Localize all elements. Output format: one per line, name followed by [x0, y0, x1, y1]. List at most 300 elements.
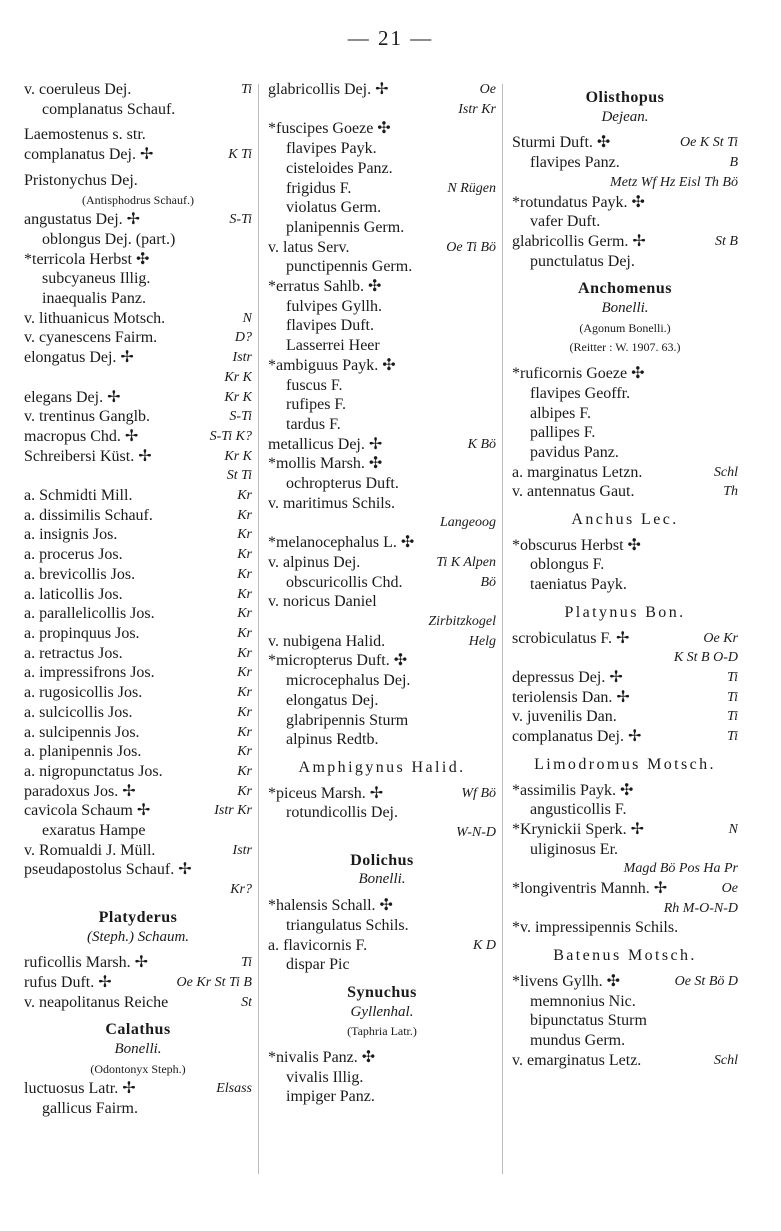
- genus-heading: [24, 908, 252, 928]
- species-entry: [268, 257, 496, 277]
- distribution-code: Kr: [237, 566, 252, 582]
- species-entry: [512, 423, 738, 443]
- species-entry: [24, 1099, 252, 1119]
- species-entry: [512, 648, 738, 668]
- species-entry: [268, 336, 496, 356]
- entry-name: Dejean.: [601, 108, 649, 125]
- species-entry: [268, 474, 496, 494]
- entry-name: v. trentinus Ganglb.: [24, 408, 151, 426]
- entry-name: v. lithuanicus Motsch.: [24, 309, 166, 327]
- entry-name: v. nubigena Halid.: [268, 632, 386, 650]
- entry-name: a. parallelicollis Jos.: [24, 605, 155, 623]
- species-entry: [24, 880, 252, 900]
- distribution-code: Ti: [241, 955, 252, 971]
- distribution-code: Kr: [237, 744, 252, 760]
- species-entry: [268, 612, 496, 632]
- distribution-code: Kr K: [224, 369, 252, 385]
- distribution-code: Kr: [237, 645, 252, 661]
- distribution-code: Kr: [237, 685, 252, 701]
- species-entry: [24, 525, 252, 545]
- entry-name: a. marginatus Letzn.: [512, 463, 643, 481]
- distribution-code: Kr: [237, 704, 252, 720]
- species-entry: [24, 486, 252, 506]
- species-entry: [24, 782, 252, 802]
- entry-name: Dolichus: [350, 851, 414, 869]
- entry-name: flavipes Panz.: [530, 154, 620, 172]
- species-entry: [24, 506, 252, 526]
- entry-name: metallicus Dej. ✢: [268, 435, 383, 453]
- species-entry: [512, 707, 738, 727]
- entry-name: *piceus Marsh. ✢: [268, 784, 384, 802]
- species-entry: [512, 800, 738, 820]
- entry-name: obscuricollis Chd.: [286, 573, 403, 591]
- species-entry: [24, 269, 252, 289]
- species-entry: [512, 153, 738, 173]
- genus-heading: [512, 510, 738, 530]
- genus-heading: [268, 851, 496, 871]
- entry-name: planipennis Germ.: [286, 218, 405, 236]
- distribution-code: St B: [715, 233, 738, 249]
- entry-name: depressus Dej. ✢: [512, 668, 623, 686]
- species-entry: [268, 238, 496, 258]
- entry-name: mundus Germ.: [530, 1031, 626, 1049]
- species-entry: [268, 1068, 496, 1088]
- species-entry: [24, 841, 252, 861]
- distribution-code: N: [242, 310, 252, 326]
- entry-name: complanatus Dej. ✢: [512, 728, 642, 746]
- species-entry: [512, 840, 738, 860]
- species-entry: [512, 232, 738, 252]
- entry-name: v. emarginatus Letz.: [512, 1051, 642, 1069]
- entry-name: (Antisphodrus Schauf.): [82, 192, 194, 207]
- entry-name: a. impressifrons Jos.: [24, 664, 155, 682]
- species-entry: [512, 879, 738, 899]
- distribution-code: Kr: [237, 606, 252, 622]
- species-entry: [268, 316, 496, 336]
- genus-heading: [268, 758, 496, 778]
- entry-name: vivalis Illig.: [286, 1068, 364, 1086]
- entry-name: bipunctatus Sturm: [530, 1012, 647, 1030]
- entry-name: cisteloides Panz.: [286, 159, 393, 177]
- entry-name: Olisthopus: [585, 89, 665, 106]
- distribution-code: Kr: [237, 783, 252, 799]
- species-entry: [268, 297, 496, 317]
- synonym-note: [512, 338, 738, 358]
- species-entry: [268, 80, 496, 100]
- entry-name: subcyaneus Illig.: [42, 270, 151, 288]
- species-entry: [512, 555, 738, 575]
- species-entry: [24, 565, 252, 585]
- species-entry: [24, 250, 252, 270]
- distribution-code: Istr Kr: [214, 803, 252, 819]
- species-entry: [512, 193, 738, 213]
- distribution-code: Elsass: [216, 1081, 252, 1097]
- entry-name: *Krynickii Sperk. ✢: [512, 820, 645, 838]
- species-entry: [24, 145, 252, 165]
- distribution-code: D?: [234, 330, 252, 346]
- entry-name: a. laticollis Jos.: [24, 585, 123, 603]
- species-entry: [268, 711, 496, 731]
- entry-name: albipes F.: [530, 404, 591, 422]
- species-entry: [268, 435, 496, 455]
- distribution-code: B: [729, 155, 738, 171]
- species-entry: [24, 100, 252, 120]
- genus-author: [24, 1040, 252, 1060]
- species-entry: [268, 356, 496, 376]
- species-entry: [268, 803, 496, 823]
- species-entry: [24, 801, 252, 821]
- species-entry: [512, 536, 738, 556]
- species-entry: [24, 328, 252, 348]
- distribution-code: K D: [473, 937, 496, 953]
- species-entry: [24, 703, 252, 723]
- species-entry: [24, 993, 252, 1013]
- genus-heading: [512, 946, 738, 966]
- subgenus-heading: [24, 125, 252, 145]
- entry-name: Platynus Bon.: [564, 603, 686, 621]
- entry-name: *rotundatus Payk. ✣: [512, 193, 645, 211]
- distribution-code: N: [728, 821, 738, 837]
- entry-name: punctipennis Germ.: [286, 258, 413, 276]
- distribution-code: Th: [723, 484, 738, 500]
- distribution-code: Oe Ti Bö: [446, 239, 496, 255]
- entry-name: pseudapostolus Schauf. ✢: [24, 861, 192, 879]
- entry-name: a. planipennis Jos.: [24, 743, 142, 761]
- species-entry: [268, 454, 496, 474]
- species-entry: [24, 309, 252, 329]
- species-entry: [268, 395, 496, 415]
- distribution-code: Ti K Alpen: [436, 554, 496, 570]
- synonym-note: [268, 1022, 496, 1042]
- entry-name: exaratus Hampe: [42, 822, 146, 840]
- distribution-code: Langeoog: [440, 515, 496, 531]
- species-entry: [512, 918, 738, 938]
- entry-name: glabripennis Sturm: [286, 711, 409, 729]
- distribution-code: Oe K St Ti: [680, 135, 738, 151]
- species-entry: [512, 668, 738, 688]
- entry-name: *v. impressipennis Schils.: [512, 919, 679, 937]
- species-entry: [24, 289, 252, 309]
- entry-name: rufipes F.: [286, 396, 347, 414]
- entry-name: ochropterus Duft.: [286, 475, 399, 493]
- entry-name: Synuchus: [347, 983, 417, 1001]
- entry-name: vafer Duft.: [530, 213, 601, 231]
- entry-name: *terricola Herbst ✣: [24, 250, 150, 268]
- genus-author: [268, 1003, 496, 1023]
- distribution-code: Ti: [727, 729, 738, 745]
- entry-name: (Reitter : W. 1907. 63.): [569, 340, 681, 355]
- entry-name: Lasserrei Heer: [286, 337, 380, 355]
- entry-name: a. insignis Jos.: [24, 526, 118, 544]
- distribution-code: Kr: [237, 724, 252, 740]
- entry-name: oblongus Dej. (part.): [42, 230, 176, 248]
- species-entry: [512, 1051, 738, 1071]
- distribution-code: Oe Kr St Ti B: [176, 974, 252, 990]
- entry-name: v. maritimus Schils.: [268, 494, 395, 512]
- species-entry: [24, 624, 252, 644]
- entry-name: uliginosus Er.: [530, 840, 619, 858]
- species-entry: [268, 1048, 496, 1068]
- genus-heading: [512, 279, 738, 299]
- species-entry: [512, 575, 738, 595]
- entry-name: v. antennatus Gaut.: [512, 483, 635, 501]
- page-number: — 21 —: [347, 26, 434, 50]
- entry-name: angustatus Dej. ✢: [24, 211, 141, 229]
- distribution-code: Ti: [241, 82, 252, 97]
- distribution-code: Schl: [713, 1052, 738, 1068]
- distribution-code: S-Ti: [229, 212, 252, 228]
- entry-name: a. nigropunctatus Jos.: [24, 762, 163, 780]
- entry-name: a. brevicollis Jos.: [24, 565, 136, 583]
- distribution-code: K Ti: [228, 147, 252, 163]
- genus-author: [512, 108, 738, 128]
- species-entry: [24, 762, 252, 782]
- entry-name: angusticollis F.: [530, 801, 627, 819]
- species-entry: [24, 368, 252, 388]
- entry-name: tardus F.: [286, 415, 341, 433]
- entry-name: *ambiguus Payk. ✣: [268, 356, 396, 374]
- distribution-code: Zirbitzkogel: [428, 613, 496, 629]
- species-entry: [512, 443, 738, 463]
- distribution-code: Oe: [479, 82, 496, 97]
- species-entry: [24, 1079, 252, 1099]
- entry-name: a. flavicornis F.: [268, 936, 368, 954]
- species-entry: [268, 415, 496, 435]
- distribution-code: W-N-D: [456, 825, 496, 841]
- species-entry: [24, 447, 252, 467]
- species-entry: [268, 730, 496, 750]
- entry-name: flavipes Duft.: [286, 317, 374, 335]
- distribution-code: St Ti: [226, 468, 252, 484]
- distribution-code: Magd Bö Pos Ha Pr: [623, 861, 738, 877]
- distribution-code: Kr: [237, 547, 252, 563]
- species-entry: [268, 218, 496, 238]
- entry-name: taeniatus Payk.: [530, 576, 627, 594]
- entry-name: (Agonum Bonelli.): [579, 320, 671, 335]
- species-entry: [268, 691, 496, 711]
- species-entry: [268, 533, 496, 553]
- entry-name: a. sulcicollis Jos.: [24, 703, 133, 721]
- species-entry: [512, 364, 738, 384]
- entry-name: a. retractus Jos.: [24, 644, 123, 662]
- entry-name: a. propinquus Jos.: [24, 624, 140, 642]
- distribution-code: K Bö: [467, 436, 496, 452]
- entry-name: v. juvenilis Dan.: [512, 708, 617, 726]
- distribution-code: S-Ti K?: [209, 428, 252, 444]
- entry-name: Anchus Lec.: [571, 511, 679, 529]
- entry-name: *livens Gyllh. ✣: [512, 972, 621, 990]
- entry-name: *melanocephalus L. ✣: [268, 534, 415, 552]
- entry-name: flavipes Payk.: [286, 140, 377, 158]
- species-entry: [512, 899, 738, 919]
- distribution-code: Kr: [237, 507, 252, 523]
- species-entry: [512, 1031, 738, 1051]
- distribution-code: Kr: [237, 586, 252, 602]
- entry-name: Platyderus: [98, 908, 178, 926]
- entry-name: Limodromus Motsch.: [534, 755, 716, 773]
- entry-name: a. dissimilis Schauf.: [24, 506, 153, 524]
- entry-name: macropus Chd. ✢: [24, 427, 139, 445]
- species-entry: [512, 173, 738, 193]
- distribution-code: Ti: [727, 669, 738, 685]
- species-entry: [512, 404, 738, 424]
- distribution-code: Rh M-O-N-D: [663, 900, 738, 916]
- entry-name: (Odontonyx Steph.): [90, 1061, 186, 1076]
- entry-name: elegans Dej. ✢: [24, 388, 121, 406]
- genus-heading: [512, 88, 738, 108]
- entry-name: *longiventris Mannh. ✢: [512, 880, 668, 898]
- entry-name: Batenus Motsch.: [553, 947, 697, 965]
- entry-name: paradoxus Jos. ✢: [24, 782, 136, 800]
- species-entry: [512, 1011, 738, 1031]
- entry-name: (Taphria Latr.): [347, 1024, 417, 1039]
- entry-name: elongatus Dej.: [286, 691, 379, 709]
- entry-name: *nivalis Panz. ✣: [268, 1049, 376, 1067]
- distribution-code: N Rügen: [447, 180, 496, 196]
- distribution-code: Istr: [232, 842, 252, 858]
- distribution-code: Kr?: [230, 882, 252, 898]
- species-entry: [24, 388, 252, 408]
- entry-name: *obscurus Herbst ✣: [512, 536, 641, 554]
- entry-name: Bonelli.: [114, 1041, 162, 1058]
- distribution-code: Kr: [237, 665, 252, 681]
- column-divider: [258, 84, 259, 1174]
- distribution-code: K St B O-D: [673, 650, 738, 666]
- entry-name: Bonelli.: [601, 300, 649, 317]
- entry-name: memnonius Nic.: [530, 992, 636, 1010]
- species-entry: [268, 1087, 496, 1107]
- subgenus-heading: [24, 171, 252, 191]
- entry-name: Calathus: [105, 1021, 171, 1039]
- distribution-code: Bö: [480, 574, 496, 590]
- species-entry: [268, 592, 496, 612]
- species-entry: [268, 376, 496, 396]
- species-entry: [24, 723, 252, 743]
- synonym-note: [24, 1060, 252, 1080]
- entry-name: fulvipes Gyllh.: [286, 297, 382, 315]
- entry-name: v. Romualdi J. Müll.: [24, 841, 156, 859]
- entry-name: alpinus Redtb.: [286, 731, 379, 749]
- entry-name: dispar Pic: [286, 956, 350, 974]
- species-entry: [512, 133, 738, 153]
- entry-name: v. coeruleus Dej.: [24, 81, 132, 98]
- species-entry: [268, 139, 496, 159]
- entry-name: Pristonychus Dej.: [24, 171, 138, 189]
- entry-name: *halensis Schall. ✣: [268, 897, 393, 915]
- genus-heading: [24, 1020, 252, 1040]
- distribution-code: Istr Kr: [458, 101, 496, 117]
- distribution-code: Metz Wf Hz Eisl Th Bö: [610, 174, 738, 190]
- entry-name: fuscus F.: [286, 376, 343, 394]
- species-entry: [24, 210, 252, 230]
- species-entry: [24, 604, 252, 624]
- species-entry: [24, 80, 252, 100]
- entry-name: a. Schmidti Mill.: [24, 487, 133, 505]
- species-entry: [512, 972, 738, 992]
- species-entry: [24, 644, 252, 664]
- entry-name: *mollis Marsh. ✣: [268, 455, 383, 473]
- distribution-code: Ti: [727, 709, 738, 725]
- species-entry: [512, 463, 738, 483]
- species-entry: [24, 348, 252, 368]
- distribution-code: Oe St Bö D: [674, 973, 738, 989]
- entry-name: a. procerus Jos.: [24, 546, 123, 564]
- species-entry: [512, 212, 738, 232]
- entry-name: pallipes F.: [530, 424, 596, 442]
- entry-name: inaequalis Panz.: [42, 290, 146, 308]
- entry-name: Gyllenhal.: [350, 1003, 414, 1020]
- entry-name: teriolensis Dan. ✢: [512, 688, 630, 706]
- species-entry: [268, 955, 496, 975]
- species-entry: [24, 973, 252, 993]
- entry-name: frigidus F.: [286, 179, 352, 197]
- species-entry: [512, 482, 738, 502]
- entry-name: *fuscipes Goeze ✣: [268, 120, 391, 138]
- species-entry: [268, 494, 496, 514]
- species-entry: [268, 823, 496, 843]
- species-entry: [268, 896, 496, 916]
- distribution-code: Kr: [237, 488, 252, 504]
- distribution-code: Kr: [237, 527, 252, 543]
- entry-name: v. latus Serv.: [268, 238, 350, 256]
- species-entry: [268, 277, 496, 297]
- genus-heading: [512, 603, 738, 623]
- species-entry: [24, 230, 252, 250]
- species-entry: [24, 860, 252, 880]
- entry-name: complanatus Schauf.: [42, 100, 176, 118]
- species-entry: [512, 781, 738, 801]
- synonym-note: [24, 191, 252, 211]
- species-entry: [512, 629, 738, 649]
- distribution-code: Oe Kr: [703, 630, 738, 646]
- species-entry: [24, 742, 252, 762]
- species-entry: [24, 427, 252, 447]
- entry-name: v. cyanescens Fairm.: [24, 329, 158, 347]
- species-entry: [24, 683, 252, 703]
- entry-name: elongatus Dej. ✢: [24, 349, 134, 367]
- species-entry: [512, 992, 738, 1012]
- entry-name: gallicus Fairm.: [42, 1100, 138, 1118]
- distribution-code: S-Ti: [229, 409, 252, 425]
- genus-heading: [512, 755, 738, 775]
- entry-name: a. rugosicollis Jos.: [24, 684, 143, 702]
- distribution-code: Helg: [468, 633, 496, 649]
- entry-name: complanatus Dej. ✢: [24, 146, 154, 164]
- distribution-code: Oe: [721, 881, 738, 897]
- entry-name: triangulatus Schils.: [286, 916, 409, 934]
- entry-name: punctulatus Dej.: [530, 252, 635, 270]
- species-entry: [268, 179, 496, 199]
- species-entry: [512, 727, 738, 747]
- entry-name: oblongus F.: [530, 556, 605, 574]
- entry-name: rufus Duft. ✢: [24, 973, 112, 991]
- distribution-code: Schl: [713, 464, 738, 480]
- synonym-note: [512, 319, 738, 339]
- species-entry: [268, 784, 496, 804]
- entry-name: ruficollis Marsh. ✢: [24, 954, 149, 972]
- species-entry: [512, 859, 738, 879]
- genus-author: [268, 870, 496, 890]
- species-entry: [268, 119, 496, 139]
- species-entry: [512, 384, 738, 404]
- species-entry: [268, 936, 496, 956]
- species-entry: [268, 671, 496, 691]
- entry-name: scrobiculatus F. ✢: [512, 629, 630, 647]
- species-entry: [268, 513, 496, 533]
- entry-name: pavidus Panz.: [530, 443, 619, 461]
- species-entry: [268, 632, 496, 652]
- entry-name: glabricollis Germ. ✢: [512, 232, 646, 250]
